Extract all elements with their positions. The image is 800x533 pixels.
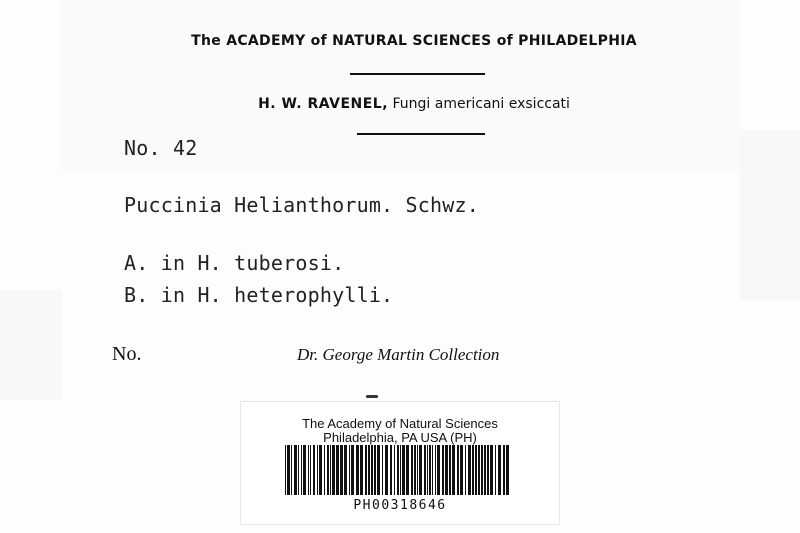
paper-edge-shadow-right: [740, 130, 800, 300]
barcode-bar: [490, 445, 493, 495]
barcode-bar: [472, 445, 474, 495]
barcode-bar: [368, 445, 370, 495]
no-label: No.: [112, 343, 142, 365]
barcode-bar: [457, 445, 459, 495]
barcode-bar: [324, 445, 325, 495]
barcode-bar: [427, 445, 428, 495]
barcode-bar: [356, 445, 359, 495]
barcode-bar: [460, 445, 463, 495]
barcode-bar: [365, 445, 367, 495]
barcode-bar: [349, 445, 350, 495]
barcode-bar: [487, 445, 489, 495]
barcode-bar: [397, 445, 399, 495]
barcode-bar: [406, 445, 409, 495]
institution-heading: The ACADEMY of NATURAL SCIENCES of PHILADELPHIA: [191, 33, 637, 49]
barcode-bar: [287, 445, 290, 495]
barcode-bar: [402, 445, 405, 495]
barcode-bar: [336, 445, 339, 495]
barcode-bar: [411, 445, 413, 495]
barcode-bar: [449, 445, 451, 495]
barcode-bar: [317, 445, 318, 495]
barcode-bar: [417, 445, 418, 495]
barcode-bar: [445, 445, 448, 495]
series-rule: [357, 133, 485, 135]
barcode-bar: [303, 445, 306, 495]
barcode-bar: [351, 445, 354, 495]
series-title: Fungi americani exsiccati: [392, 96, 570, 112]
barcode-bar: [475, 445, 477, 495]
barcode-bar: [301, 445, 302, 495]
barcode-bar: [371, 445, 373, 495]
barcode-bar: [484, 445, 486, 495]
barcode-bar: [390, 445, 392, 495]
paper-edge-shadow: [0, 290, 62, 400]
species-name: Puccinia Helianthorum. Schwz.: [124, 193, 479, 217]
barcode-bar: [294, 445, 297, 495]
barcode-bar: [424, 445, 426, 495]
barcode-bar: [374, 445, 376, 495]
barcode-bar: [465, 445, 466, 495]
barcode-bar: [432, 445, 433, 495]
barcode-bar: [327, 445, 329, 495]
barcode-bar: [400, 445, 401, 495]
barcode-number: PH00318646: [353, 498, 447, 513]
series-author: H. W. RAVENEL,: [258, 96, 389, 112]
barcode-bar: [360, 445, 363, 495]
ink-mark: [366, 395, 378, 398]
barcode-bar: [285, 445, 286, 495]
barcode-bar: [394, 445, 395, 495]
barcode-bar: [419, 445, 422, 495]
barcode-bar: [344, 445, 347, 495]
barcode-bar: [377, 445, 380, 495]
barcode-bar: [414, 445, 416, 495]
barcode-bar: [452, 445, 455, 495]
specimen-number: No. 42: [124, 136, 198, 160]
barcode-institution: The Academy of Natural Sciences: [302, 416, 498, 431]
barcode-bar: [385, 445, 388, 495]
barcode-bar: [382, 445, 383, 495]
series-line: [0, 96, 800, 112]
barcode-bar: [498, 445, 501, 495]
host-b: B. in H. heterophylli.: [124, 283, 394, 307]
barcode-bar: [442, 445, 444, 495]
barcode-bar: [506, 445, 509, 495]
barcode-bar: [437, 445, 440, 495]
collection-name: Dr. George Martin Collection: [297, 345, 500, 364]
barcode-bar: [495, 445, 496, 495]
barcode-bar: [313, 445, 315, 495]
barcode-bar: [503, 445, 505, 495]
barcode-location: Philadelphia, PA USA (PH): [323, 430, 477, 445]
barcode-bar: [481, 445, 483, 495]
barcode: [283, 445, 515, 495]
barcode-bar: [435, 445, 436, 495]
barcode-label: [240, 401, 560, 525]
barcode-bar: [340, 445, 343, 495]
barcode-bar: [308, 445, 309, 495]
barcode-bar: [429, 445, 431, 495]
host-a: A. in H. tuberosi.: [124, 251, 345, 275]
barcode-bar: [330, 445, 331, 495]
barcode-bars: [283, 445, 515, 495]
barcode-bar: [291, 445, 292, 495]
barcode-bar: [332, 445, 335, 495]
heading-rule: [350, 73, 485, 75]
barcode-bar: [310, 445, 311, 495]
barcode-bar: [319, 445, 322, 495]
barcode-bar: [468, 445, 471, 495]
barcode-bar: [298, 445, 299, 495]
barcode-bar: [478, 445, 480, 495]
